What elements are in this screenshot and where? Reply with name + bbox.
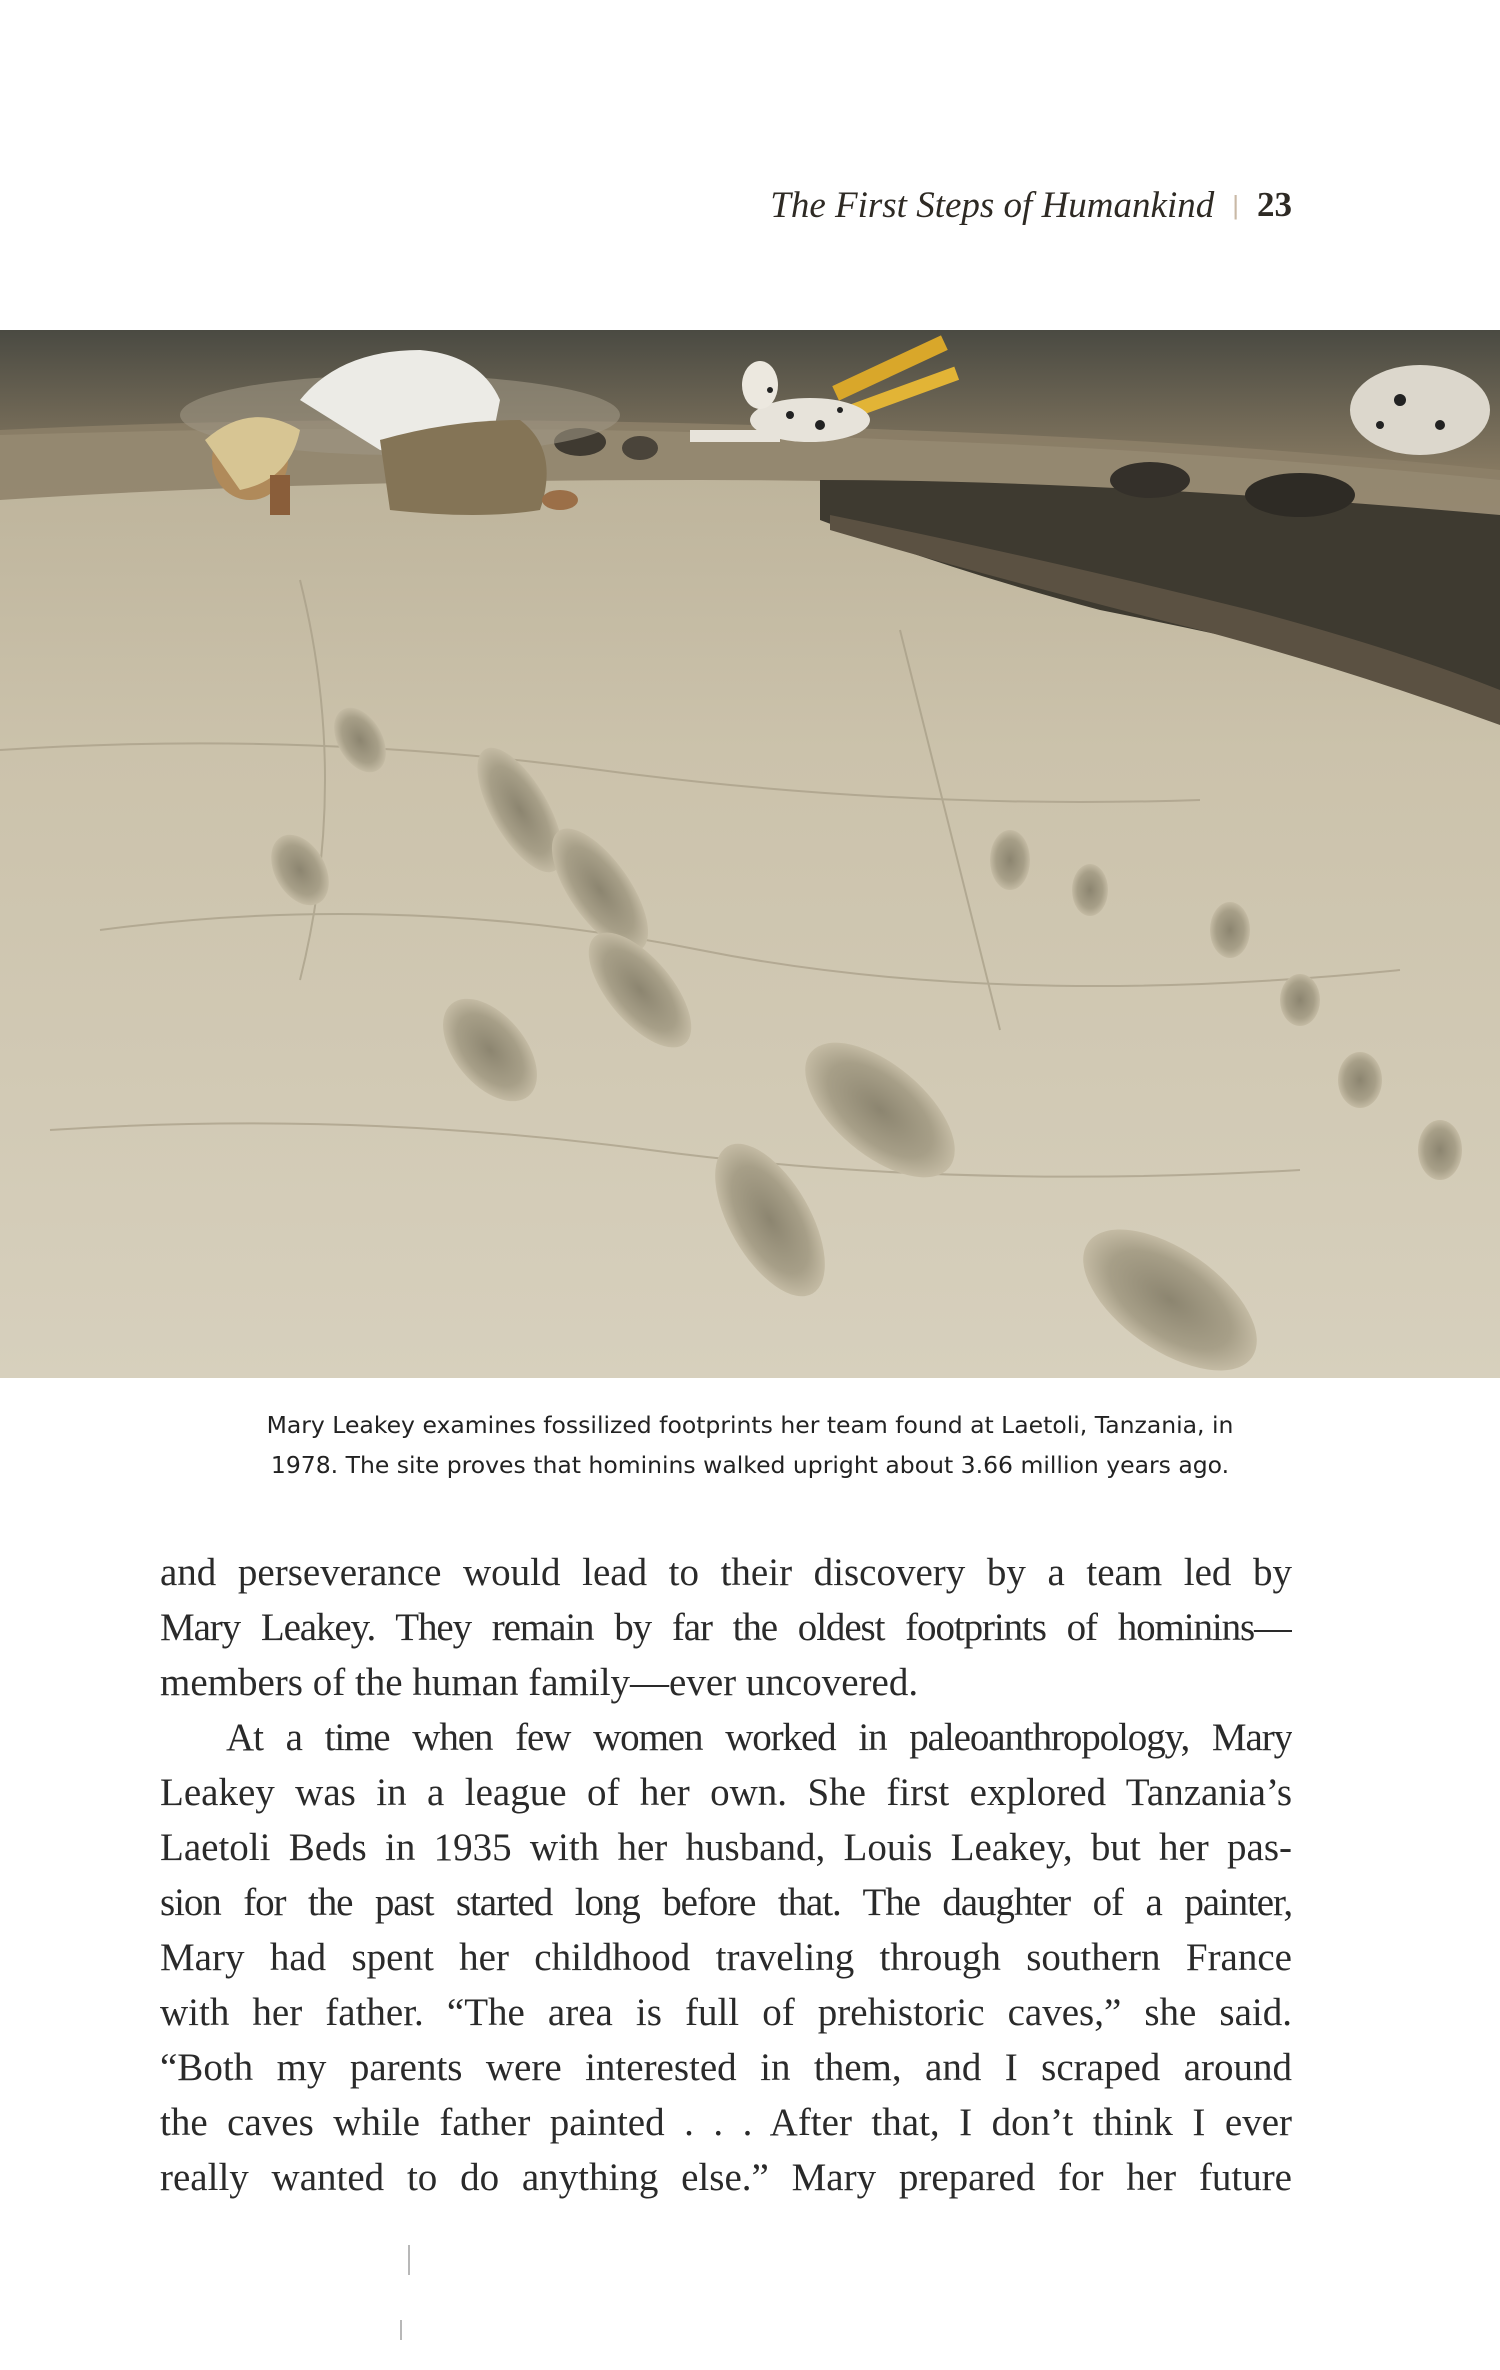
running-separator: | [1232,189,1239,220]
running-title: The First Steps of Humankind [770,184,1215,226]
body-line: and perseverance would lead to their discovery by a team led by [160,1551,1292,1594]
body-line: “Both my parents were interested in them, and I scraped around [160,2046,1292,2089]
scan-mark [400,2320,402,2340]
body-line: sion for the past started long before that. The daughter of a painter, [160,1881,1292,1924]
photo-laetoli-footprints [0,330,1500,1378]
body-line: really wanted to do anything else.” Mary prepared for her future [160,2156,1292,2199]
page-number: 23 [1257,185,1292,224]
body-line: At a time when few women worked in paleoanthropology, Mary [226,1716,1292,1759]
scan-mark [408,2245,410,2275]
body-line: Mary Leakey. They remain by far the oldest footprints of hominins— [160,1606,1292,1649]
second-dog [1350,365,1490,455]
body-line: with her father. “The area is full of prehistoric caves,” she said. [160,1991,1292,2034]
rock [1110,462,1190,498]
body-line: Laetoli Beds in 1935 with her husband, Louis Leakey, but her pas- [160,1826,1292,1869]
body-line: Mary had spent her childhood traveling through southern France [160,1936,1292,1979]
body-line: Leakey was in a league of her own. She first explored Tanzania’s [160,1771,1292,1814]
body-line: the caves while father painted . . . After that, I don’t think I ever [160,2101,1292,2144]
rock [622,436,658,460]
photo-caption [140,1405,1360,1485]
rock [1245,473,1355,517]
photo-illustration [0,330,1500,1378]
caption-line: Mary Leakey examines fossilized footprints her team found at Laetoli, Tanzania, in [266,1411,1234,1439]
body-line: members of the human family—ever uncovered. [160,1661,919,1704]
running-head [770,180,1292,230]
body-text [160,1545,1292,2205]
caption-line: 1978. The site proves that hominins walked upright about 3.66 million years ago. [270,1451,1230,1479]
